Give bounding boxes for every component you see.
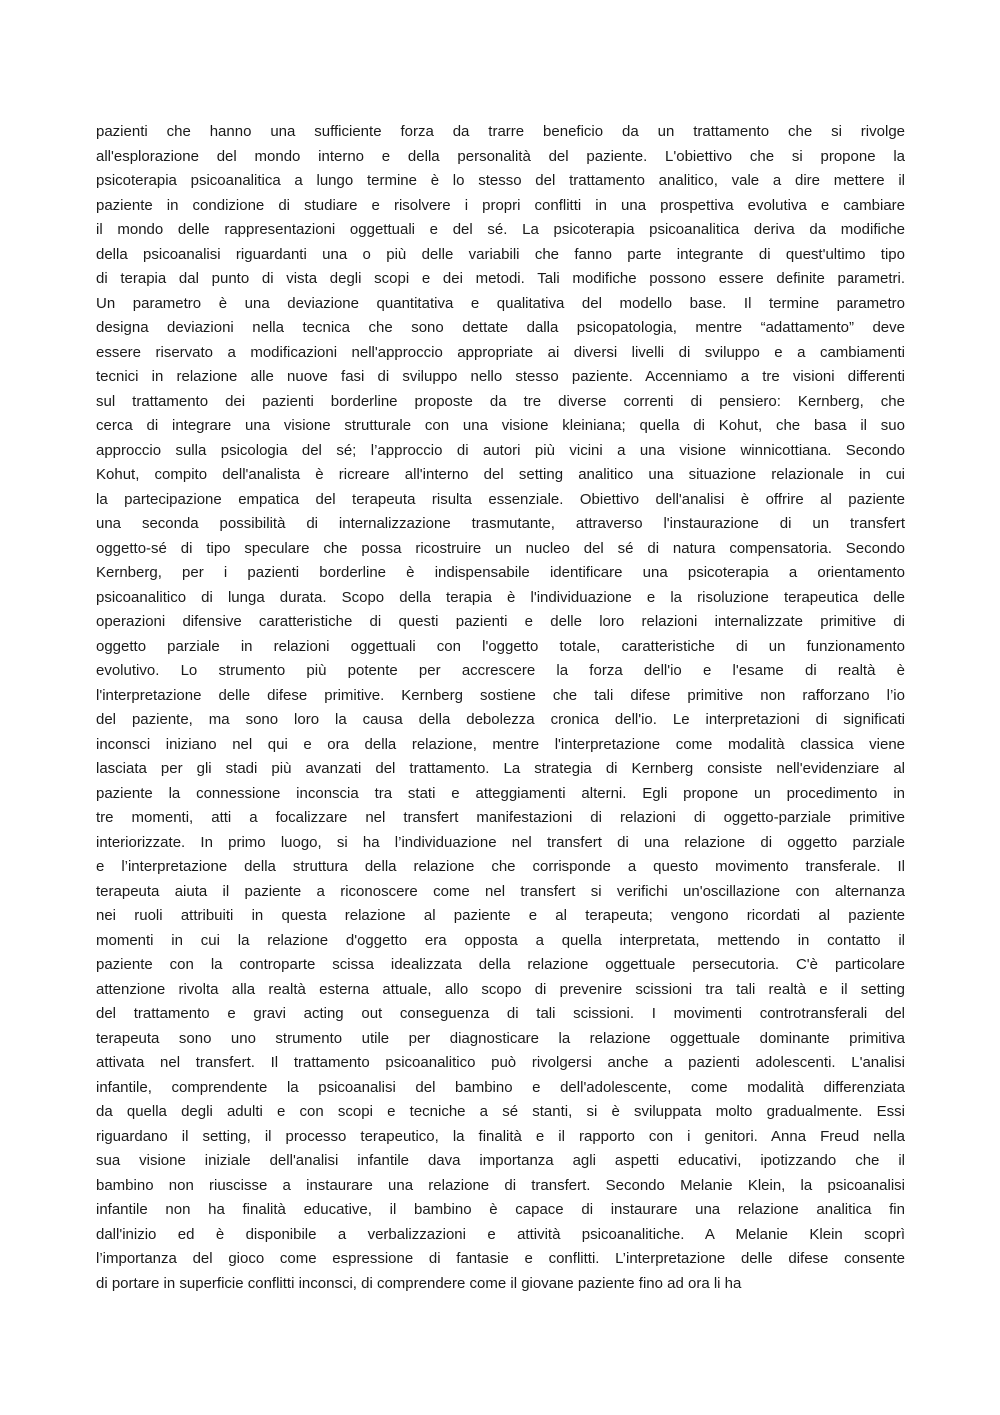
text-line: approccio sulla psicologia del sé; l’approccio di autori più vicini a una visione winnicottiana. Secondo — [96, 441, 905, 459]
text-line: infantile, comprendente la psicoanalisi del bambino e dell'adolescente, come modalità differenziata — [96, 1078, 905, 1096]
text-line: momenti in cui la relazione d'oggetto era opposta a quella interpretata, mettendo in contatto il — [96, 931, 905, 949]
text-line: operazioni difensive caratteristiche di questi pazienti e delle loro relazioni internalizzate primitive di — [96, 613, 905, 630]
text-line: essere riservato a modificazioni nell'approccio appropriate ai diversi livelli di sviluppo e a cambiamenti — [96, 343, 905, 361]
text-line: nei ruoli attribuiti in questa relazione al paziente e al terapeuta; vengono ricordati al paziente — [96, 907, 905, 924]
text-line: all'esplorazione del mondo interno e della personalità del paziente. L'obiettivo che si propone la — [96, 147, 905, 165]
text-line: l’importanza del gioco come espressione di fantasie e conflitti. L’interpretazione delle difese consente — [96, 1250, 905, 1267]
text-line: paziente la connessione inconscia tra stati e atteggiamenti alterni. Egli propone un procedimento in — [96, 784, 905, 802]
text-line: terapeuta aiuta il paziente a riconoscere come nel transfert si verifichi un'oscillazione con alternanza — [96, 882, 905, 900]
text-line: oggetto-sé di tipo speculare che possa ricostruire un nucleo del sé di natura compensatoria. Secondo — [96, 539, 905, 557]
text-line: lasciata per gli stadi più avanzati del trattamento. La strategia di Kernberg consiste nell'evidenziare al — [96, 760, 905, 777]
text-line: sua visione iniziale dell'analisi infantile dava importanza agli aspetti educativi, ipotizzando che il — [96, 1152, 905, 1169]
text-line: paziente con la controparte scissa idealizzata della relazione oggettuale persecutoria. C'è particolare — [96, 956, 905, 973]
text-line: interiorizzate. In primo luogo, si ha l’individuazione nel transfert di una relazione di oggetto parziale — [96, 833, 905, 851]
text-line: della psicoanalisi riguardanti una o più delle variabili che fanno parte integrante di quest'ultimo tipo — [96, 245, 905, 263]
text-line: tre momenti, atti a focalizzare nel transfert manifestazioni di relazioni di oggetto-parziale primitive — [96, 809, 905, 826]
text-line: da quella degli adulti e con scopi e tecniche a sé stanti, si è sviluppata molto gradualmente. Essi — [96, 1103, 905, 1120]
text-line: designa deviazioni nella tecnica che sono dettate dalla psicopatologia, mentre “adattamento” deve — [96, 319, 905, 336]
text-line: attenzione rivolta alla realtà esterna attuale, allo scopo di prevenire scissioni tra tali realtà e il setting — [96, 980, 905, 998]
document-page — [96, 120, 905, 1296]
text-line: psicoanalitico di lunga durata. Scopo della terapia è l'individuazione e la risoluzione terapeutica delle — [96, 588, 905, 606]
text-line: tecnici in relazione alle nuove fasi di sviluppo nello stesso paziente. Accenniamo a tre visioni differenti — [96, 368, 905, 385]
text-line: pazienti che hanno una sufficiente forza da trarre beneficio da un trattamento che si rivolge — [96, 123, 905, 140]
text-line: l'interpretazione delle difese primitive. Kernberg sostiene che tali difese primitive non rafforzano l’io — [96, 686, 905, 704]
text-line: sul trattamento dei pazienti borderline proposte da tre diverse correnti di pensiero: Kernberg, che — [96, 392, 905, 410]
text-line: del paziente, ma sono loro la causa della debolezza cronica dell'io. Le interpretazioni di significati — [96, 711, 905, 728]
text-line: oggetto parziale in relazioni oggettuali con l'oggetto totale, caratteristiche di un funzionamento — [96, 637, 905, 655]
text-line: e l’interpretazione della struttura della relazione che corrisponde a questo movimento transferale. Il — [96, 858, 905, 875]
text-line: attivata nel transfert. Il trattamento psicoanalitico può rivolgersi anche a pazienti adolescenti. L'analisi — [96, 1054, 905, 1071]
text-line: del trattamento e gravi acting out conseguenza di tali scissioni. I movimenti controtransferali del — [96, 1005, 905, 1022]
text-line: cerca di integrare una visione strutturale con una visione kleiniana; quella di Kohut, che basa il suo — [96, 417, 905, 434]
text-line: riguardano il setting, il processo terapeutico, la finalità e il rapporto con i genitori. Anna Freud nella — [96, 1127, 905, 1145]
text-line: Un parametro è una deviazione quantitativa e qualitativa del modello base. Il termine parametro — [96, 294, 905, 312]
text-line: Kernberg, per i pazienti borderline è indispensabile identificare una psicoterapia a orientamento — [96, 564, 905, 581]
text-line: bambino non riuscisse a instaurare una relazione di transfert. Secondo Melanie Klein, la psicoanalisi — [96, 1176, 905, 1194]
text-line: di portare in superficie conflitti inconsci, di comprendere come il giovane paziente fino ad ora li ha — [96, 1274, 742, 1292]
text-line: infantile non ha finalità educative, il bambino è capace di instaurare una relazione analitica fin — [96, 1201, 905, 1218]
text-line: paziente in condizione di studiare e risolvere i propri conflitti in una prospettiva evolutiva e cambiare — [96, 196, 905, 214]
text-line: di terapia dal punto di vista degli scopi e dei metodi. Tali modifiche possono essere definite parametri. — [96, 270, 905, 287]
text-line: evolutivo. Lo strumento più potente per accrescere la forza dell'io e l'esame di realtà è — [96, 662, 905, 679]
text-line: una seconda possibilità di internalizzazione trasmutante, attraverso l'instaurazione di un transfert — [96, 515, 905, 532]
text-line: la partecipazione empatica del terapeuta risulta essenziale. Obiettivo dell'analisi è offrire al paziente — [96, 490, 905, 508]
text-line: dall'inizio ed è disponibile a verbalizzazioni e attività psicoanalitiche. A Melanie Klein scoprì — [96, 1225, 905, 1243]
text-line: psicoterapia psicoanalitica a lungo termine è lo stesso del trattamento analitico, vale a dire mettere il — [96, 172, 905, 189]
text-line: Kohut, compito dell'analista è ricreare all'interno del setting analitico una situazione relazionale in cui — [96, 466, 905, 483]
text-line: inconsci iniziano nel qui e ora della relazione, mentre l'interpretazione come modalità classica viene — [96, 735, 905, 753]
text-line: il mondo delle rappresentazioni oggettuali e del sé. La psicoterapia psicoanalitica deriva da modifiche — [96, 221, 905, 238]
text-line: terapeuta sono uno strumento utile per diagnosticare la relazione oggettuale dominante primitiva — [96, 1029, 905, 1047]
